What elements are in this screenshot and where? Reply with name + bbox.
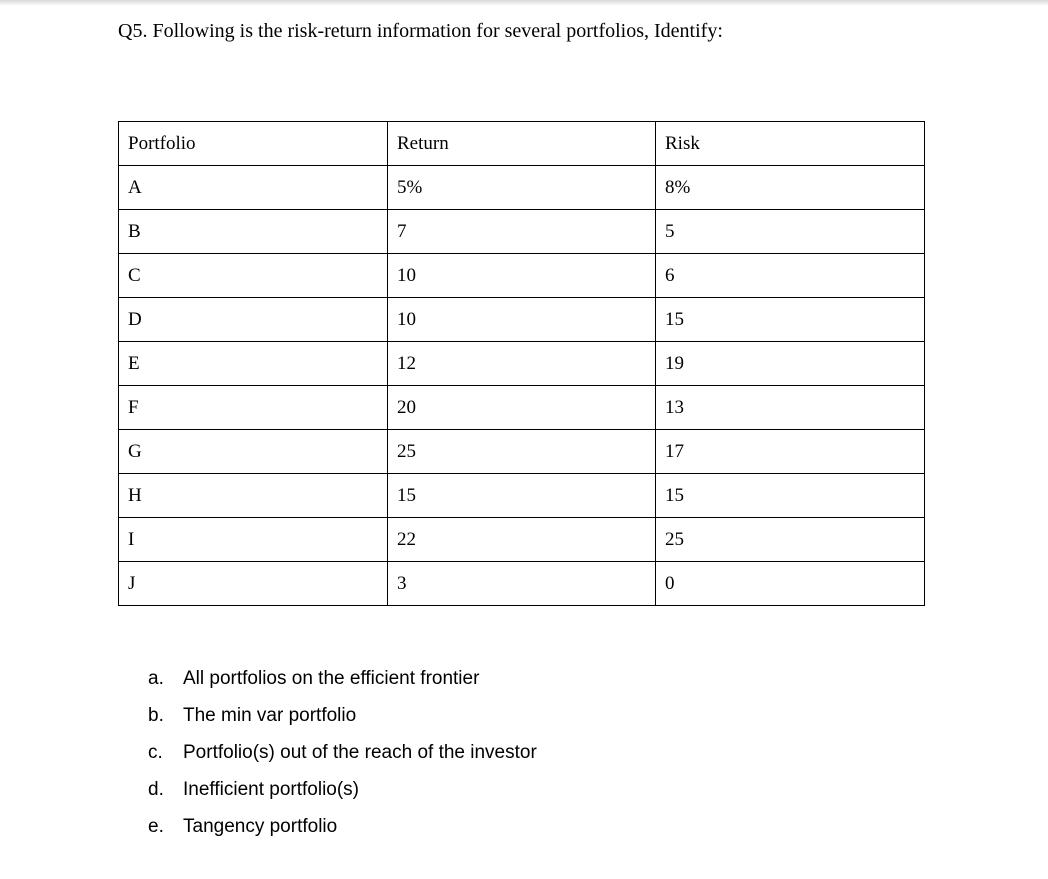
cell-portfolio: B: [119, 210, 388, 254]
table-row: [119, 386, 925, 430]
cell-portfolio: C: [119, 254, 388, 298]
list-item: [148, 813, 537, 850]
header-portfolio: Portfolio: [119, 122, 388, 166]
question-text: Q5. Following is the risk-return information for several portfolios, Identify:: [118, 20, 723, 42]
list-item-text: The min var portfolio: [183, 705, 357, 726]
cell-return: 7: [388, 210, 656, 254]
list-item-text: Inefficient portfolio(s): [183, 779, 360, 800]
cell-portfolio: I: [119, 518, 388, 562]
cell-risk: 17: [656, 430, 925, 474]
table-row: [119, 166, 925, 210]
list-item: [148, 665, 537, 702]
table-row: [119, 474, 925, 518]
cell-return: 12: [388, 342, 656, 386]
list-item: [148, 776, 537, 813]
table-row: [119, 342, 925, 386]
list-marker: d.: [148, 779, 164, 800]
list-item-text: All portfolios on the efficient frontier: [183, 668, 480, 689]
cell-portfolio: G: [119, 430, 388, 474]
cell-return: 20: [388, 386, 656, 430]
cell-portfolio: D: [119, 298, 388, 342]
cell-return: 3: [388, 562, 656, 606]
cell-risk: 25: [656, 518, 925, 562]
cell-portfolio: H: [119, 474, 388, 518]
cell-return: 5%: [388, 166, 656, 210]
list-marker: c.: [148, 742, 163, 763]
table-row: [119, 298, 925, 342]
table-row: [119, 562, 925, 606]
cell-risk: 8%: [656, 166, 925, 210]
table-row: [119, 210, 925, 254]
table-row: [119, 254, 925, 298]
list-marker: e.: [148, 816, 164, 837]
cell-return: 15: [388, 474, 656, 518]
cell-portfolio: A: [119, 166, 388, 210]
list-item: [148, 702, 537, 739]
list-marker: a.: [148, 668, 164, 689]
cell-risk: 15: [656, 474, 925, 518]
page-top-shadow: [0, 0, 1048, 6]
cell-risk: 13: [656, 386, 925, 430]
cell-portfolio: E: [119, 342, 388, 386]
table-header-row: [119, 122, 925, 166]
risk-return-table: [118, 121, 925, 606]
list-marker: b.: [148, 705, 164, 726]
header-return: Return: [388, 122, 656, 166]
cell-risk: 5: [656, 210, 925, 254]
cell-portfolio: J: [119, 562, 388, 606]
list-item-text: Portfolio(s) out of the reach of the investor: [183, 742, 537, 763]
cell-return: 10: [388, 254, 656, 298]
cell-risk: 6: [656, 254, 925, 298]
list-item-text: Tangency portfolio: [183, 816, 338, 837]
table-row: [119, 430, 925, 474]
cell-risk: 15: [656, 298, 925, 342]
cell-return: 10: [388, 298, 656, 342]
cell-return: 25: [388, 430, 656, 474]
table-row: [119, 518, 925, 562]
question-parts-list: [148, 665, 537, 850]
list-item: [148, 739, 537, 776]
cell-return: 22: [388, 518, 656, 562]
cell-risk: 0: [656, 562, 925, 606]
header-risk: Risk: [656, 122, 925, 166]
cell-risk: 19: [656, 342, 925, 386]
cell-portfolio: F: [119, 386, 388, 430]
